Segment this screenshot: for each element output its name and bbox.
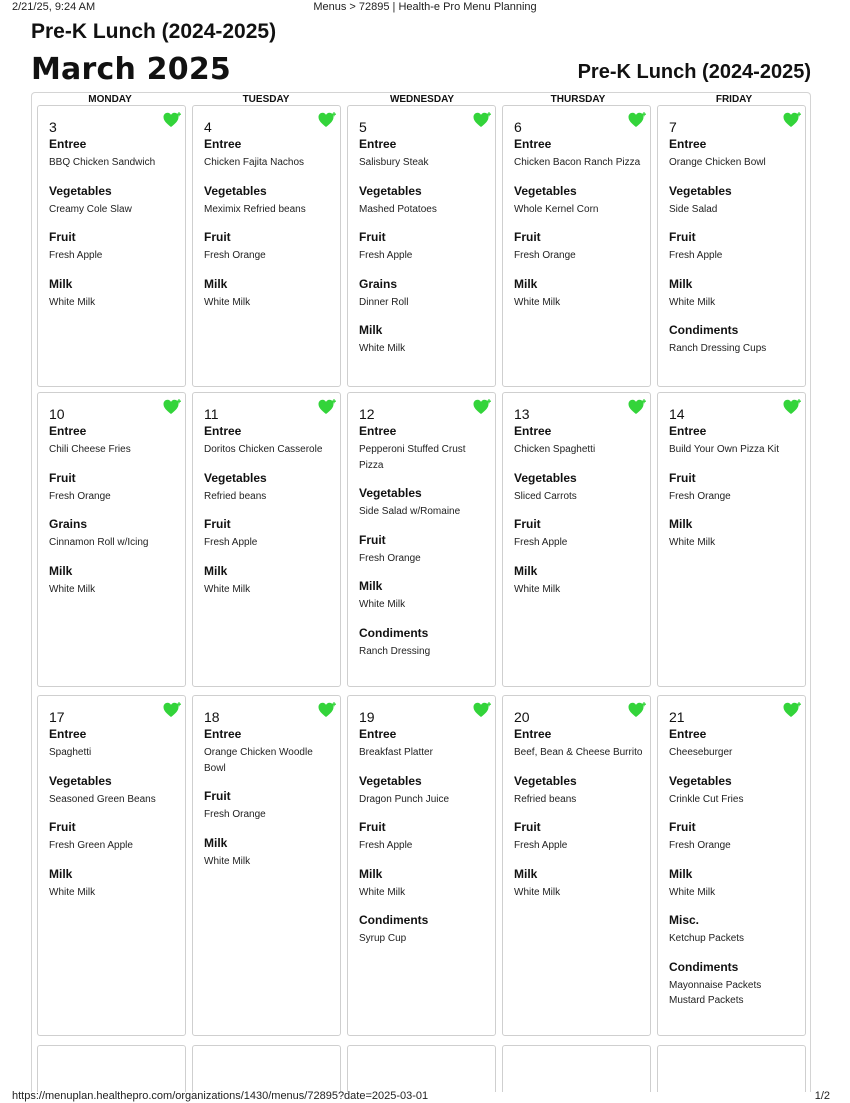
menu-item: White Milk: [204, 583, 251, 595]
day-number: 7: [669, 119, 677, 135]
menu-item: Fresh Orange: [204, 809, 266, 820]
day-header-tuesday: TUESDAY: [242, 94, 290, 105]
menu-category: Entree: [49, 137, 87, 151]
menu-item: Ranch Dressing Cups: [669, 343, 767, 354]
menu-category: Vegetables: [359, 183, 422, 198]
menu-category: Entree: [669, 137, 707, 151]
menu-category: Condiments: [359, 913, 429, 927]
menu-item: Side Salad: [669, 203, 718, 215]
menu-item: Orange Chicken Bowl: [669, 157, 766, 168]
menu-item: Meximix Refried beans: [204, 203, 306, 215]
menu-item: Orange Chicken Woodle Bowl: [204, 747, 313, 774]
day-number: 3: [49, 119, 57, 135]
day-cell: [347, 1045, 496, 1092]
menu-category: Condiments: [669, 323, 739, 337]
menu-item: Fresh Orange: [669, 490, 731, 502]
menu-category: Fruit: [204, 230, 231, 244]
heart-plus-icon[interactable]: [628, 399, 646, 415]
day-cell: [347, 105, 496, 387]
menu-item: White Milk: [669, 886, 716, 898]
menu-item: White Milk: [359, 599, 406, 610]
day-cell: [37, 392, 186, 687]
day-number: 11: [204, 406, 219, 422]
menu-items: [49, 727, 179, 913]
menu-category: Fruit: [49, 230, 76, 244]
heart-plus-icon[interactable]: [628, 112, 646, 128]
day-cell: [37, 1045, 186, 1092]
menu-category: Entree: [49, 424, 87, 438]
menu-items: [514, 727, 644, 913]
menu-item: Fresh Apple: [49, 250, 103, 261]
menu-item: Cheeseburger: [669, 747, 733, 758]
heart-plus-icon[interactable]: [783, 702, 801, 718]
heart-plus-icon[interactable]: [163, 702, 181, 718]
menu-items: [514, 424, 644, 610]
menu-category: Milk: [514, 276, 538, 291]
day-number: 21: [669, 709, 685, 725]
menu-category: Entree: [669, 424, 707, 438]
day-header-monday: MONDAY: [88, 94, 132, 105]
day-cell: [192, 1045, 341, 1092]
menu-category: Milk: [204, 276, 228, 291]
menu-category: Fruit: [514, 517, 541, 531]
print-header: [0, 0, 850, 16]
heart-plus-icon[interactable]: [473, 399, 491, 415]
menu-item: White Milk: [669, 296, 716, 308]
day-cell: [502, 1045, 651, 1092]
menu-item: Refried beans: [204, 490, 267, 502]
heart-plus-icon[interactable]: [318, 112, 336, 128]
menu-calendar: [31, 92, 811, 1092]
menu-item: Chili Cheese Fries: [49, 444, 131, 455]
month-title: March 2025: [31, 52, 231, 87]
menu-item: Dinner Roll: [359, 296, 409, 308]
day-cell: [502, 105, 651, 387]
menu-item: Fresh Orange: [359, 552, 421, 564]
print-footer: [0, 1089, 850, 1103]
menu-item: Build Your Own Pizza Kit: [669, 444, 780, 455]
day-header-friday: FRIDAY: [715, 94, 753, 105]
heart-plus-icon[interactable]: [628, 702, 646, 718]
menu-category: Fruit: [204, 789, 231, 803]
menu-category: Milk: [204, 835, 228, 850]
menu-item: Ketchup Packets: [669, 933, 745, 944]
print-url: https://menuplan.healthepro.com/organizations/1430/menus/72895?date=2025-03-01: [12, 1090, 429, 1102]
menu-items: [204, 137, 334, 323]
menu-category: Milk: [49, 563, 73, 578]
day-cell: [657, 695, 806, 1036]
heart-plus-icon[interactable]: [163, 399, 181, 415]
menu-category: Milk: [49, 866, 73, 881]
menu-items: [49, 424, 179, 610]
menu-category: Milk: [514, 563, 538, 578]
menu-category: Entree: [204, 727, 242, 741]
menu-item: Mayonnaise Packets Mustard Packets: [669, 979, 762, 1006]
menu-item: Creamy Cole Slaw: [49, 203, 132, 215]
heart-plus-icon[interactable]: [163, 112, 181, 128]
day-number: 12: [359, 406, 375, 422]
menu-category: Vegetables: [49, 773, 112, 788]
menu-item: White Milk: [514, 886, 561, 898]
menu-item: Whole Kernel Corn: [514, 203, 599, 215]
menu-items: [359, 727, 489, 960]
day-cell: [37, 105, 186, 387]
menu-category: Entree: [359, 727, 397, 741]
day-number: 5: [359, 119, 367, 135]
menu-item: Syrup Cup: [359, 933, 407, 944]
menu-category: Grains: [49, 517, 88, 531]
day-header-thursday: THURSDAY: [550, 94, 606, 105]
menu-item: Chicken Spaghetti: [514, 444, 596, 455]
menu-item: Fresh Apple: [514, 840, 568, 851]
day-cell: [192, 695, 341, 1036]
heart-plus-icon[interactable]: [473, 702, 491, 718]
menu-category: Milk: [669, 517, 693, 531]
heart-plus-icon[interactable]: [473, 112, 491, 128]
menu-category: Fruit: [49, 470, 76, 485]
menu-item: Fresh Green Apple: [49, 840, 133, 851]
menu-category: Fruit: [49, 820, 76, 834]
menu-category: Milk: [204, 563, 228, 578]
menu-category: Entree: [514, 137, 552, 151]
menu-category: Entree: [514, 727, 552, 741]
menu-item: Fresh Orange: [514, 250, 576, 261]
menu-category: Vegetables: [514, 470, 577, 485]
heart-plus-icon[interactable]: [783, 112, 801, 128]
menu-category: Milk: [359, 866, 383, 881]
menu-category: Fruit: [359, 230, 386, 244]
menu-category: Fruit: [669, 230, 696, 244]
day-cell: [37, 695, 186, 1036]
menu-category: Vegetables: [514, 183, 577, 198]
menu-item: Refried beans: [514, 793, 577, 805]
day-number: 4: [204, 119, 212, 135]
day-cell: [502, 695, 651, 1036]
menu-item: White Milk: [359, 343, 406, 354]
day-number: 14: [669, 406, 685, 422]
menu-item: Mashed Potatoes: [359, 203, 437, 215]
menu-category: Fruit: [359, 820, 386, 834]
heart-plus-icon[interactable]: [318, 399, 336, 415]
menu-item: Doritos Chicken Casserole: [204, 444, 323, 455]
menu-item: Fresh Orange: [204, 250, 266, 261]
menu-item: Fresh Apple: [669, 250, 723, 261]
day-cell: [657, 392, 806, 687]
menu-items: [359, 137, 489, 370]
menu-category: Fruit: [514, 230, 541, 244]
menu-category: Entree: [514, 424, 552, 438]
menu-category: Milk: [359, 579, 383, 593]
day-number: 18: [204, 709, 220, 725]
menu-items: [204, 424, 334, 610]
menu-items: [514, 137, 644, 323]
menu-category: Vegetables: [669, 183, 732, 198]
menu-items: [204, 727, 334, 882]
document-title: Pre-K Lunch (2024-2025): [31, 20, 277, 43]
menu-category: Milk: [49, 276, 73, 291]
menu-item: Cinnamon Roll w/Icing: [49, 537, 149, 548]
menu-item: Pepperoni Stuffed Crust Pizza: [359, 444, 466, 471]
menu-category: Entree: [669, 727, 707, 741]
menu-category: Grains: [359, 276, 398, 291]
menu-category: Milk: [669, 866, 693, 881]
menu-item: BBQ Chicken Sandwich: [49, 157, 156, 168]
print-page-title: Menus > 72895 | Health-e Pro Menu Planning: [313, 1, 537, 13]
menu-category: Entree: [359, 424, 397, 438]
menu-item: Chicken Bacon Ranch Pizza: [514, 157, 641, 168]
menu-category: Condiments: [359, 625, 429, 640]
menu-category: Vegetables: [204, 470, 267, 485]
day-number: 20: [514, 709, 530, 725]
day-cell: [192, 392, 341, 687]
day-number: 17: [49, 709, 65, 725]
menu-items: [669, 727, 799, 1022]
menu-name: Pre-K Lunch (2024-2025): [577, 61, 811, 83]
menu-item: Seasoned Green Beans: [49, 793, 156, 805]
menu-category: Entree: [359, 137, 397, 151]
menu-item: White Milk: [514, 583, 561, 595]
menu-item: Side Salad w/Romaine: [359, 506, 461, 517]
menu-item: Fresh Apple: [514, 537, 568, 548]
day-number: 19: [359, 709, 375, 725]
menu-items: [669, 137, 799, 370]
menu-category: Milk: [669, 276, 693, 291]
menu-item: Crinkle Cut Fries: [669, 793, 744, 805]
menu-category: Vegetables: [49, 183, 112, 198]
menu-category: Entree: [204, 424, 242, 438]
menu-item: Ranch Dressing: [359, 645, 431, 657]
menu-item: White Milk: [359, 886, 406, 898]
menu-items: [669, 424, 799, 564]
day-header-wednesday: WEDNESDAY: [389, 94, 455, 105]
menu-category: Vegetables: [204, 183, 267, 198]
day-cell: [347, 695, 496, 1036]
menu-item: Beef, Bean & Cheese Burrito: [514, 747, 643, 758]
menu-item: White Milk: [49, 583, 96, 595]
page-number: 1/2: [814, 1090, 830, 1102]
day-cell: [657, 105, 806, 387]
heart-plus-icon[interactable]: [783, 399, 801, 415]
menu-category: Entree: [204, 137, 242, 151]
menu-item: White Milk: [49, 886, 96, 898]
menu-item: White Milk: [669, 537, 716, 548]
day-number: 13: [514, 406, 530, 422]
menu-item: White Milk: [514, 296, 561, 308]
menu-items: [49, 137, 179, 323]
menu-items: [359, 424, 489, 672]
print-timestamp: 2/21/25, 9:24 AM: [12, 1, 96, 13]
day-cell: [192, 105, 341, 387]
menu-item: Spaghetti: [49, 747, 92, 758]
menu-item: Fresh Orange: [669, 840, 731, 851]
menu-category: Milk: [514, 866, 538, 881]
menu-item: Breakfast Platter: [359, 747, 433, 758]
menu-category: Misc.: [669, 913, 700, 927]
menu-item: Fresh Apple: [359, 250, 413, 261]
day-cell: [347, 392, 496, 687]
menu-category: Fruit: [514, 820, 541, 834]
menu-item: White Milk: [204, 296, 251, 308]
menu-item: Fresh Apple: [359, 840, 413, 851]
menu-item: Fresh Orange: [49, 490, 111, 502]
menu-category: Fruit: [204, 517, 231, 531]
menu-category: Vegetables: [359, 486, 422, 500]
day-cell: [657, 1045, 806, 1092]
menu-category: Vegetables: [514, 773, 577, 788]
menu-category: Milk: [359, 323, 383, 337]
menu-category: Condiments: [669, 959, 739, 974]
menu-item: Dragon Punch Juice: [359, 793, 450, 805]
day-number: 6: [514, 119, 522, 135]
menu-item: Chicken Fajita Nachos: [204, 157, 305, 168]
menu-item: White Milk: [204, 855, 251, 867]
menu-category: Fruit: [669, 470, 696, 485]
menu-category: Vegetables: [669, 773, 732, 788]
menu-category: Fruit: [669, 820, 696, 834]
menu-item: Salisbury Steak: [359, 157, 429, 168]
day-cell: [502, 392, 651, 687]
menu-item: Fresh Apple: [204, 537, 258, 548]
menu-item: White Milk: [49, 296, 96, 308]
menu-category: Fruit: [359, 532, 386, 547]
day-number: 10: [49, 406, 65, 422]
menu-category: Vegetables: [359, 773, 422, 788]
menu-item: Sliced Carrots: [514, 490, 577, 502]
menu-category: Entree: [49, 727, 87, 741]
heart-plus-icon[interactable]: [318, 702, 336, 718]
